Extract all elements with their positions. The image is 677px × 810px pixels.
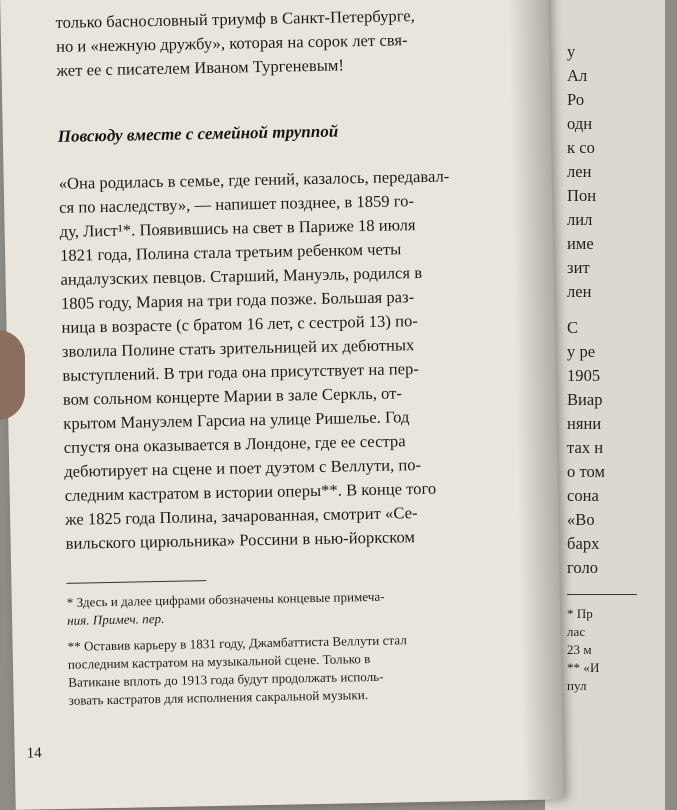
footnote-line: * Здесь и далее цифрами обозначены концевые примеча-	[66, 588, 385, 610]
text-line: зволила Полине стать зрительницей их дебютных	[61, 335, 415, 361]
text-line: жет ее с писателем Иваном Тургеневым!	[56, 55, 345, 80]
page-number: 14	[26, 745, 42, 762]
text-line: андалузских певцов. Старший, Мануэль, родился в	[60, 262, 423, 289]
right-line: «Во	[567, 510, 595, 529]
text-line: крытом Мануэлем Гарсиа на улице Ришелье. Год	[63, 407, 410, 433]
text-line: спустя она оказывается в Лондоне, где ее сестра	[63, 431, 406, 457]
text-line: ся по наследству», — напишет позднее, в 1859 го-	[59, 191, 415, 217]
right-footnote-line: * Пр	[567, 606, 593, 621]
right-line: зит	[567, 258, 590, 277]
right-footnote-line: лас	[567, 624, 586, 639]
footnote-1	[67, 586, 488, 630]
text-line: но и «нежную дружбу», которая на сорок лет свя-	[55, 30, 408, 56]
right-line: лен	[567, 282, 592, 301]
body-paragraph	[59, 164, 486, 556]
text-line: следним кастратом в истории оперы**. В конце того	[64, 478, 437, 505]
right-line: лил	[567, 210, 593, 229]
right-footnote-line: пул	[567, 678, 587, 693]
text-line: вом сольном концерте Марии в зале Серкль, от-	[62, 383, 403, 409]
right-line: 1905	[567, 366, 601, 385]
footnote-line: зовать кастратов для исполнения сакральной музыки.	[68, 687, 369, 708]
right-page-text	[567, 40, 677, 580]
right-line: у ре	[567, 342, 596, 361]
right-line: к со	[567, 138, 595, 157]
right-line: няни	[567, 414, 602, 433]
right-line: Ал	[567, 66, 588, 85]
footnotes	[67, 586, 489, 710]
footnote-line: ** Оставив карьеру в 1831 году, Джамбаттиста Веллути стал	[67, 632, 407, 654]
text-line: дебютирует на сцене и поет дуэтом с Веллути, по-	[64, 455, 422, 481]
text-line: выступлений. В три года она присутствует на пер-	[62, 359, 420, 385]
right-line: Пон	[567, 186, 597, 205]
text-line: вильского цирюльника» Россини в нью-йоркском	[65, 527, 416, 553]
right-line: С	[567, 318, 579, 337]
footnote-2	[67, 630, 488, 710]
footnote-line: Ватикане вплоть до 1913 года будут продолжать исполь-	[68, 668, 384, 690]
right-line: тах н	[567, 438, 604, 457]
right-footnote-rule	[567, 594, 637, 595]
right-line: у	[567, 42, 576, 61]
right-line: лен	[567, 162, 592, 181]
text-line: только баснословный триумф в Санкт-Петербурге,	[55, 6, 416, 32]
right-line: голо	[567, 558, 599, 577]
text-line: ница в возрасте (с братом 16 лет, с сестрой 13) по-	[61, 311, 418, 337]
footnote-rule	[66, 580, 206, 584]
right-line: сона	[567, 486, 599, 505]
intro-paragraph	[55, 3, 476, 83]
right-line: Ро	[567, 90, 585, 109]
right-page	[545, 0, 665, 810]
text-line: 1805 году, Мария на три года позже. Большая раз-	[60, 287, 415, 313]
right-footnote-line: ** «И	[567, 660, 600, 675]
text-line: 1821 года, Полина стала третьим ребенком четы	[59, 239, 402, 265]
right-line: Виар	[567, 390, 603, 409]
right-line: о том	[567, 462, 605, 481]
text-line: ду, Лист¹*. Появившись на свет в Париже 18 июля	[59, 215, 416, 241]
section-heading: Повсюду вместе с семейной труппой	[57, 121, 339, 146]
footnote-line: последним кастратом на музыкальной сцене. Только в	[67, 651, 371, 672]
text-line: же 1825 года Полина, зачарованная, смотрит «Се-	[64, 503, 418, 529]
text-line: «Она родилась в семье, где гений, казалось, передавал-	[58, 166, 450, 193]
right-line: име	[567, 234, 594, 253]
right-footnote-line: 23 м	[567, 642, 592, 657]
footnote-line: ния. Примеч. пер.	[66, 610, 165, 628]
right-footnotes	[567, 605, 599, 695]
right-line: одн	[567, 114, 593, 133]
right-line: барх	[567, 534, 600, 553]
